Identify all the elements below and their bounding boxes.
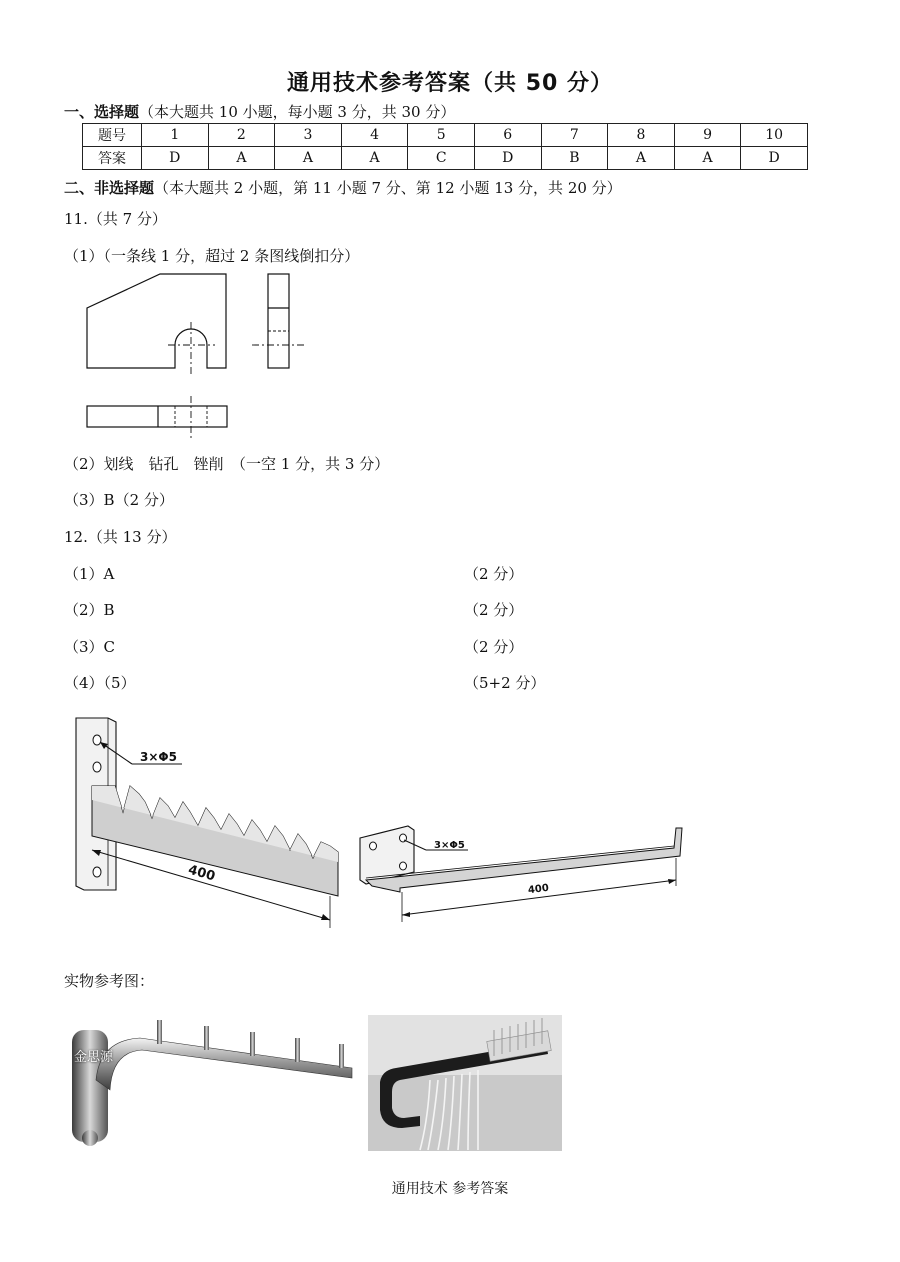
q11-part3: （3）B（2 分） bbox=[64, 491, 174, 509]
q12-item-label: （2）B bbox=[64, 601, 115, 619]
answer-cell: A bbox=[275, 147, 342, 170]
answer-cell: D bbox=[474, 147, 541, 170]
q12-item-label: （3）C bbox=[64, 638, 116, 656]
q11-part1: （1）（一条线 1 分，超过 2 条图线倒扣分） bbox=[64, 247, 360, 265]
drawing2-hole-label: 3×Φ5 bbox=[434, 840, 465, 851]
photo-label: 实物参考图： bbox=[64, 972, 155, 990]
question-number: 4 bbox=[341, 124, 408, 147]
q11-part2: （2）划线 钻孔 锉削 （一空 1 分，共 3 分） bbox=[64, 455, 390, 473]
page-title: 通用技术参考答案（共 50 分） bbox=[287, 71, 613, 96]
drawing2-length-label: 400 bbox=[527, 882, 550, 897]
answer-cell: A bbox=[608, 147, 675, 170]
row-label-answer: 答案 bbox=[83, 147, 142, 170]
question-number: 3 bbox=[275, 124, 342, 147]
section2-note: （本大题共 2 小题，第 11 小题 7 分、第 12 小题 13 分，共 20 分） bbox=[154, 179, 622, 197]
question-number: 6 bbox=[474, 124, 541, 147]
answer-cell: A bbox=[208, 147, 275, 170]
question-number: 8 bbox=[608, 124, 675, 147]
question-number: 10 bbox=[741, 124, 808, 147]
answer-cell: D bbox=[741, 147, 808, 170]
question-number: 5 bbox=[408, 124, 475, 147]
section1-heading: 一、选择题 bbox=[64, 103, 140, 121]
photo1-watermark: 金思源 bbox=[74, 1050, 114, 1065]
q12-item-label: （1）A bbox=[64, 565, 115, 583]
q12-item-label: （4）（5） bbox=[64, 674, 136, 692]
q12-item-score: （2 分） bbox=[464, 565, 524, 583]
answer-cell: C bbox=[408, 147, 475, 170]
drawing1-length-label: 400 bbox=[186, 862, 217, 885]
answer-cell: B bbox=[541, 147, 608, 170]
q11-header: 11.（共 7 分） bbox=[64, 210, 167, 228]
q12-item-score: （2 分） bbox=[464, 638, 524, 656]
section2-heading: 二、非选择题 bbox=[64, 179, 155, 197]
q12-header: 12.（共 13 分） bbox=[64, 528, 177, 546]
q12-item-score: （5+2 分） bbox=[464, 674, 546, 692]
answer-cell: A bbox=[674, 147, 741, 170]
question-number: 9 bbox=[674, 124, 741, 147]
question-number: 7 bbox=[541, 124, 608, 147]
answer-cell: A bbox=[341, 147, 408, 170]
section1-note: （本大题共 10 小题，每小题 3 分，共 30 分） bbox=[139, 103, 456, 121]
drawing1-hole-label: 3×Φ5 bbox=[140, 750, 177, 764]
page-footer: 通用技术 参考答案 bbox=[391, 1181, 509, 1197]
row-label-number: 题号 bbox=[83, 124, 142, 147]
q12-item-score: （2 分） bbox=[464, 601, 524, 619]
question-number: 1 bbox=[142, 124, 209, 147]
question-number: 2 bbox=[208, 124, 275, 147]
answer-cell: D bbox=[142, 147, 209, 170]
